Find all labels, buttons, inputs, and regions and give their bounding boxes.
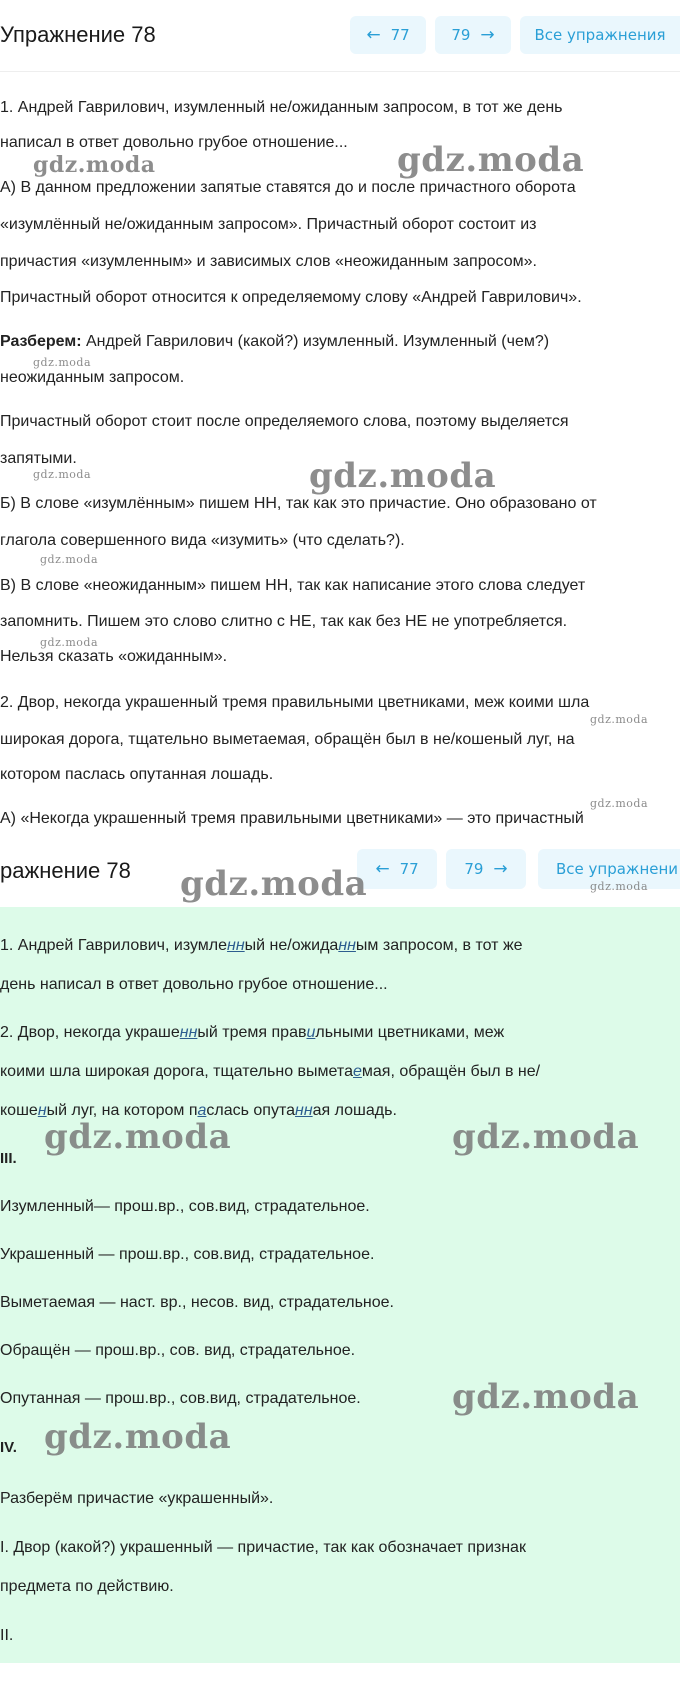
watermark: gdz.moda [33, 356, 92, 369]
arrow-left-icon: ← [366, 25, 381, 45]
text-fragment: ая лошадь. [312, 1102, 397, 1119]
watermark: gdz.moda [452, 1117, 640, 1157]
text-line: Б) В слове «изумлённым» пишем НН, так как это причастие. Оно образовано от [0, 495, 597, 512]
text-fragment: 1. Андрей Гаврилович, изумле [0, 937, 228, 954]
watermark: gdz.moda [33, 468, 92, 481]
text-fragment: коше [0, 1102, 38, 1119]
watermark: gdz.moda [44, 1117, 232, 1157]
text-fragment: ым запросом, в тот же [355, 937, 523, 954]
watermark: gdz.moda [40, 553, 99, 566]
text-line [0, 333, 549, 351]
answer-panel [0, 907, 680, 1663]
section-heading: III. [0, 1150, 17, 1167]
prev-exercise-button[interactable] [350, 16, 426, 54]
text-line: В) В слове «неожиданным» пишем НН, так как написание этого слова следует [0, 577, 586, 594]
prev-exercise-button[interactable] [357, 849, 437, 889]
text-fragment: 2. Двор, некогда украше [0, 1024, 180, 1041]
text-line: «изумлённый не/ожиданным запросом». Причастный оборот состоит из [0, 216, 537, 233]
prev-label: 77 [399, 860, 419, 878]
watermark: gdz.moda [44, 1417, 232, 1457]
text-line: котором паслась опутанная лошадь. [0, 766, 274, 783]
all-exercises-label: Все упражнени [556, 860, 679, 878]
answer-line: Обращён — прош.вр., сов. вид, страдательное. [0, 1342, 356, 1359]
all-exercises-label: Все упражнения [534, 26, 666, 44]
text-fragment: слась опута [206, 1102, 296, 1119]
answer-line: Разберём причастие «украшенный». [0, 1490, 274, 1507]
header-divider [0, 71, 680, 72]
answer-line [0, 937, 523, 955]
highlight-letters: н [37, 1102, 47, 1119]
text-line: глагола совершенного вида «изумить» (что сделать?). [0, 532, 405, 549]
text-line: Причастный оборот относится к определяемому слову «Андрей Гаврилович». [0, 289, 582, 306]
text-fragment: коими шла широкая дорога, тщательно вымета [0, 1063, 353, 1080]
answer-line: Выметаемая — наст. вр., несов. вид, страдательное. [0, 1294, 394, 1311]
text-line: Нельзя сказать «ожиданным». [0, 648, 228, 665]
text-fragment: ый тремя прав [197, 1024, 307, 1041]
text-line: неожиданным запросом. [0, 369, 185, 386]
text-line: причастия «изумленным» и зависимых слов «неожиданным запросом». [0, 253, 537, 270]
text-line: запятыми. [0, 450, 77, 467]
watermark: gdz.moda [397, 140, 585, 180]
answer-line: Украшенный — прош.вр., сов.вид, страдательное. [0, 1246, 375, 1263]
next-exercise-button[interactable] [435, 16, 511, 54]
arrow-right-icon: → [480, 25, 495, 45]
next-label: 79 [464, 860, 484, 878]
highlight-letters: а [197, 1102, 207, 1119]
highlight-letters: нн [227, 937, 245, 954]
text-line: широкая дорога, тщательно выметаемая, обращён был в не/кошеный луг, на [0, 731, 575, 748]
page-title: Упражнение 78 [0, 22, 156, 47]
highlight-letters: нн [179, 1024, 198, 1041]
highlight-letters: е [352, 1063, 362, 1080]
text-fragment: ый луг, на котором п [46, 1102, 198, 1119]
answer-line: Опутанная — прош.вр., сов.вид, страдательное. [0, 1390, 361, 1407]
text-line: запомнить. Пишем это слово слитно с НЕ, так как без НЕ не употребляется. [0, 613, 568, 630]
page-title-cropped: ражнение 78 [0, 858, 131, 883]
watermark: gdz.moda [452, 1377, 640, 1417]
watermark: gdz.moda [180, 864, 368, 904]
text-fragment: мая, обращён был в не/ [361, 1063, 541, 1080]
prev-label: 77 [390, 26, 410, 44]
watermark: gdz.moda [33, 152, 156, 178]
answer-line: день написал в ответ довольно грубое отношение... [0, 976, 388, 993]
highlight-letters: и [306, 1024, 316, 1041]
text-line: А) В данном предложении запятые ставятся до и после причастного оборота [0, 179, 576, 196]
text-line: Причастный оборот стоит после определяемого слова, поэтому выделяется [0, 413, 569, 430]
next-label: 79 [451, 26, 471, 44]
text-line: 2. Двор, некогда украшенный тремя правильными цветниками, меж коими шла [0, 694, 590, 711]
watermark: gdz.moda [590, 713, 649, 726]
watermark: gdz.moda [40, 636, 99, 649]
text-fragment: льными цветниками, меж [315, 1024, 505, 1041]
text-fragment: ый не/ожида [244, 937, 339, 954]
all-exercises-button[interactable] [520, 16, 680, 54]
text-line: 1. Андрей Гаврилович, изумленный не/ожиданным запросом, в тот же день [0, 99, 563, 116]
section-heading: IV. [0, 1439, 17, 1456]
text-line: написал в ответ довольно грубое отношение... [0, 134, 348, 151]
answer-line: Изумленный— прош.вр., сов.вид, страдательное. [0, 1198, 370, 1215]
answer-line: предмета по действию. [0, 1578, 174, 1595]
watermark: gdz.moda [309, 456, 497, 496]
arrow-left-icon: ← [375, 859, 390, 879]
arrow-right-icon: → [493, 859, 508, 879]
answer-line: I. Двор (какой?) украшенный — причастие, так как обозначает признак [0, 1539, 526, 1556]
next-exercise-button[interactable] [446, 849, 526, 889]
watermark: gdz.moda [590, 880, 649, 893]
section-heading: II. [0, 1627, 14, 1644]
highlight-letters: нн [338, 937, 356, 954]
bold-prefix: Разберем: [0, 333, 82, 350]
text-line: А) «Некогда украшенный тремя правильными цветниками» — это причастный [0, 810, 584, 827]
text-fragment: Андрей Гаврилович (какой?) изумленный. Изумленный (чем?) [85, 333, 550, 350]
watermark: gdz.moda [590, 797, 649, 810]
highlight-letters: нн [295, 1102, 313, 1119]
answer-line [0, 1063, 540, 1081]
answer-line [0, 1024, 504, 1042]
